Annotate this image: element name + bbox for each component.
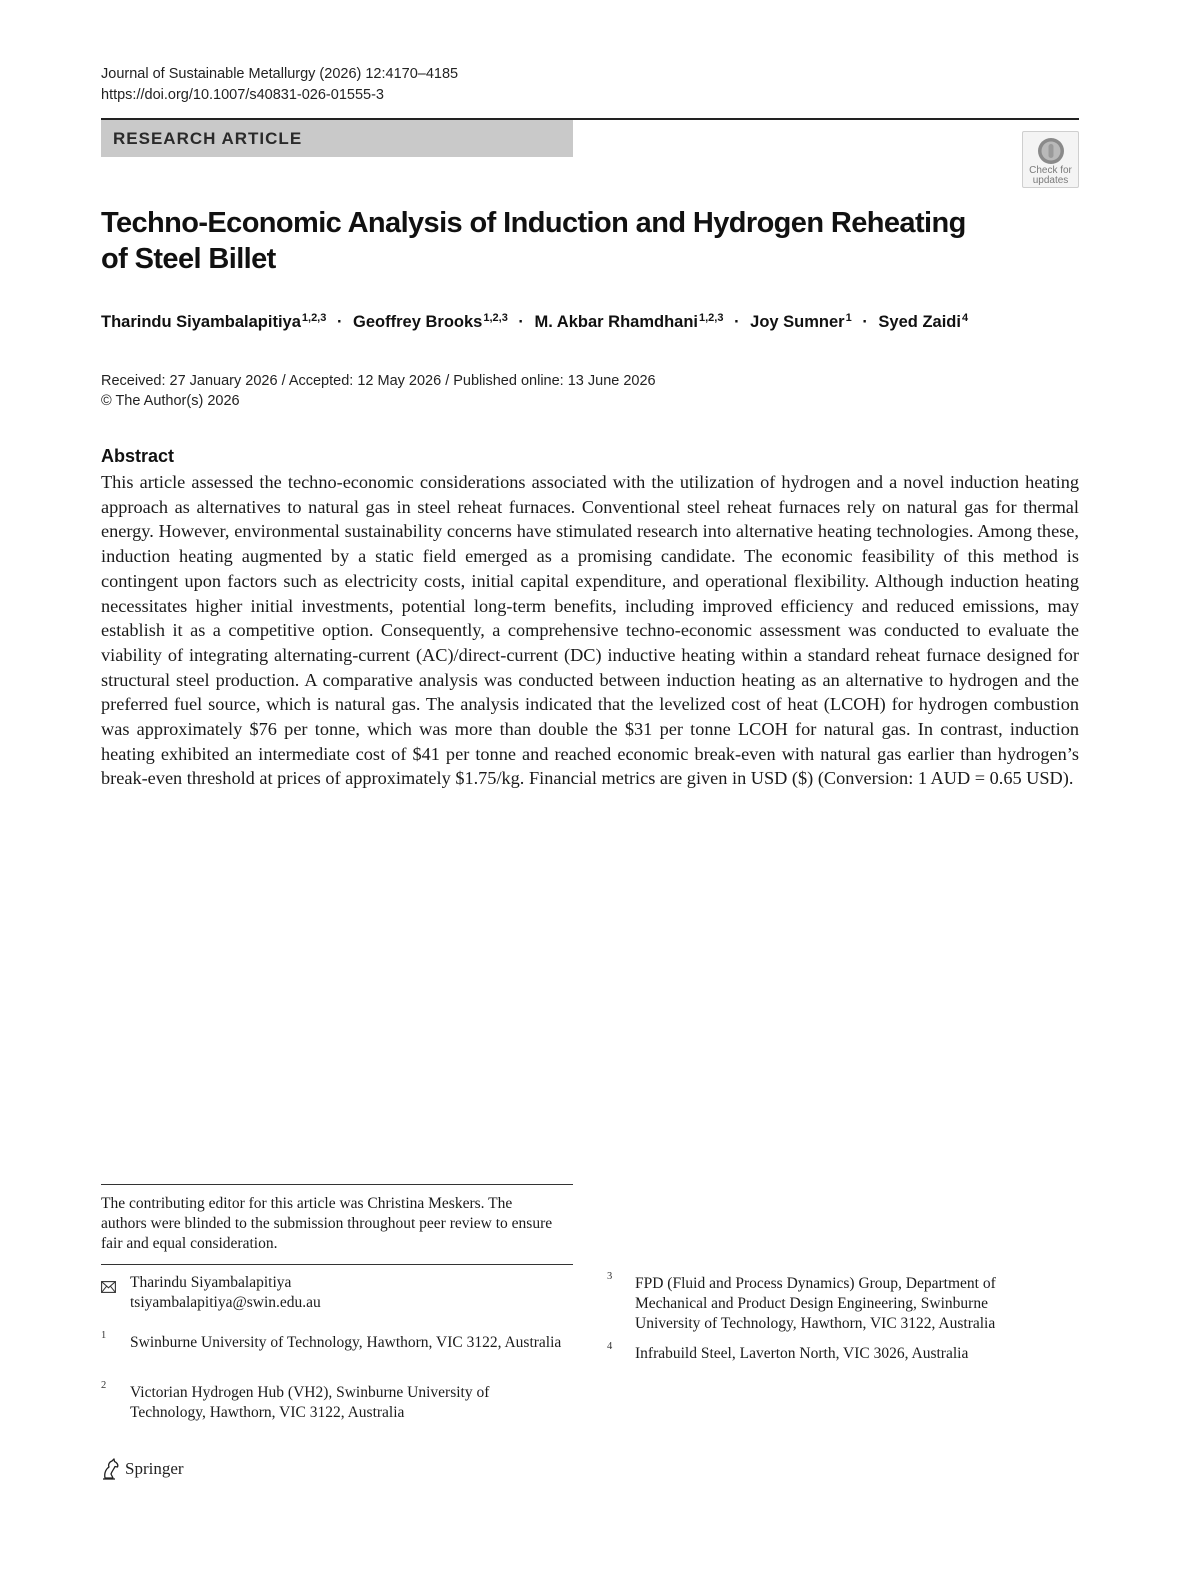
affiliation-number: 4 <box>607 1341 613 1352</box>
author-name[interactable]: M. Akbar Rhamdhani <box>534 313 698 331</box>
article-dates: Received: 27 January 2026 / Accepted: 12 May 2026 / Published online: 13 June 2026 <box>101 373 656 389</box>
corresponding-author-email[interactable]: tsiyambalapitiya@swin.edu.au <box>130 1294 321 1311</box>
footnote-rule <box>101 1184 573 1185</box>
author-name[interactable]: Geoffrey Brooks <box>353 313 483 331</box>
author-name[interactable]: Tharindu Siyambalapitiya <box>101 313 301 331</box>
author-affiliation-marks: 4 <box>961 312 969 324</box>
abstract-heading: Abstract <box>101 446 175 466</box>
affiliation-text: Infrabuild Steel, Laverton North, VIC 3026, Australia <box>635 1345 969 1362</box>
author-separator: · <box>518 313 524 331</box>
doi-link[interactable]: https://doi.org/10.1007/s40831-026-01555-3 <box>101 87 384 103</box>
journal-citation: Journal of Sustainable Metallurgy (2026) 12:4170–4185 <box>101 66 459 82</box>
editor-note: The contributing editor for this article was Christina Meskers. The authors were blinded to the submission throughout peer review to ensure fair and equal consideration. <box>101 1195 553 1252</box>
author-separator: · <box>336 313 343 331</box>
title-line-2: of Steel Billet <box>101 243 276 275</box>
author-affiliation-marks: 1,2,3 <box>699 312 724 324</box>
affiliation-text: Swinburne University of Technology, Hawthorn, VIC 3122, Australia <box>130 1334 562 1351</box>
publisher-name: Springer <box>125 1459 184 1478</box>
affiliation-text: FPD (Fluid and Process Dynamics) Group, Department of Mechanical and Product Design Engineering, Swinburne University of Technology, Hawthorn, VIC 3122, Australia <box>635 1275 996 1332</box>
author-affiliation-marks: 1 <box>845 312 852 324</box>
abstract-text: This article assessed the techno-economic considerations associated with the utilization of hydrogen and a novel induction heating approach as alternatives to natural gas in steel reheat furnaces. Conventional steel reheat furnaces rely on natural gas for thermal energy. However, environmental sustainability concerns have stimulated research into alternative heating technologies. Among these, induction heating augmented by a static field emerged as a promising candidate. The economic feasibility of this method is contingent upon factors such as electricity costs, initial capital expenditure, and operational flexibility. Although induction heating necessitates higher initial investments, potential long-term benefits, including improved efficiency and reduced emissions, may establish it as a competitive option. Consequently, a comprehensive techno-economic assessment was conducted to evaluate the viability of integrating alternating-current (AC)/direct-current (DC) inductive heating within a standard reheat furnace designed for structural steel production. A comparative analysis was conducted between induction heating as an alternative to hydrogen and the preferred fuel source, which is natural gas. The analysis indicated that the levelized cost of heat (LCOH) for hydrogen combustion was approximately $76 per tonne, which was more than double the $31 per tonne LCOH for natural gas. In contrast, induction heating exhibited an intermediate cost of $41 per tonne and reached economic break-even with natural gas earlier than hydrogen’s break-even threshold at prices of approximately $1.75/kg. Financial metrics are given in USD ($) (Conversion: 1 AUD = 0.65 USD). <box>101 472 1079 789</box>
author-list <box>101 310 1081 334</box>
copyright-notice: © The Author(s) 2026 <box>101 393 240 409</box>
author-name[interactable]: Syed Zaidi <box>878 313 961 331</box>
author-affiliation-marks: 1,2,3 <box>483 312 508 324</box>
affiliation-number: 2 <box>101 1380 107 1391</box>
springer-horse-icon <box>101 1458 121 1480</box>
check-updates-line1: Check for <box>1029 165 1072 176</box>
publication-history <box>101 371 656 411</box>
corresponding-author-name: Tharindu Siyambalapitiya <box>130 1274 292 1291</box>
article-title <box>101 205 981 277</box>
author-separator: · <box>862 313 868 331</box>
affiliation-number: 3 <box>607 1271 613 1282</box>
author-name[interactable]: Joy Sumner <box>750 313 845 331</box>
check-updates-icon <box>1036 136 1066 166</box>
corresponding-author <box>130 1273 570 1313</box>
affiliation-text: Victorian Hydrogen Hub (VH2), Swinburne University of Technology, Hawthorn, VIC 3122, Australia <box>130 1384 490 1421</box>
check-updates-line2: updates <box>1032 175 1069 186</box>
check-for-updates-badge[interactable] <box>1022 131 1079 188</box>
journal-header <box>101 64 458 106</box>
article-type-banner: RESEARCH ARTICLE <box>101 120 573 157</box>
author-affiliation-marks: 1,2,3 <box>301 312 327 324</box>
affiliation-number: 1 <box>101 1330 107 1341</box>
email-envelope-icon <box>101 1276 121 1294</box>
title-line-1: Techno-Economic Analysis of Induction and Hydrogen Reheating <box>101 207 966 239</box>
footnote-rule <box>101 1264 573 1265</box>
author-separator: · <box>734 313 740 331</box>
